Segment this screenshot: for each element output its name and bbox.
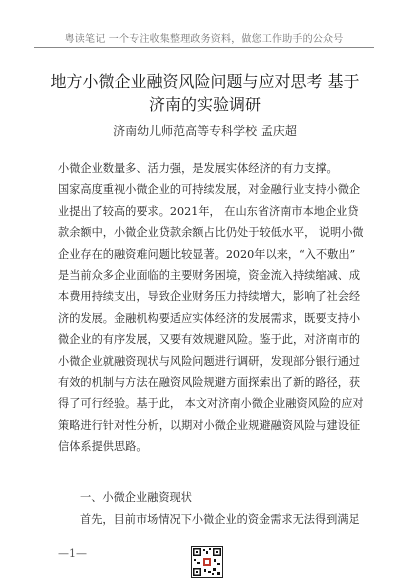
document-title (40, 70, 370, 116)
body-line: 小微企业数量多、活力强，是发展实体经济的有力支撑。 (58, 162, 338, 175)
author-affiliation: 济南幼儿师范高等专科学校 孟庆超 (113, 124, 297, 138)
body-line: 小微企业就融资现状与风险问题进行调研，发现部分银行通过 (58, 354, 361, 368)
title-line-1: 地方小微企业融资风险问题与应对思考 基于 (50, 72, 360, 91)
body-paragraph (58, 158, 370, 458)
body-line: 得了可行经验。基于此， 本文对济南小微企业融资风险的应对 (58, 397, 364, 411)
qr-code-graphic (192, 547, 222, 577)
title-line-2: 济南的实验调研 (148, 95, 261, 114)
body-line: 信体系提供思路。 (58, 440, 148, 454)
header-divider (34, 47, 374, 48)
page-header: 粤读笔记 一个专注收集整理政务资料，做您工作助手的公众号 (64, 34, 344, 45)
body-line: 策略进行针对性分析，以期对小微企业规避融资风险与建设征 (58, 418, 361, 432)
body-line: 款余额中，小微企业贷款余额占比仍处于较低水平， 说明小微 (58, 226, 364, 240)
page-number: —1— (58, 547, 87, 560)
section-heading: 一、小微企业融资现状 (80, 491, 192, 504)
body-line: 是当前众多企业面临的主要财务困境，资金流入持续缩减、成 (58, 269, 361, 283)
body-line: 国家高度重视小微企业的可持续发展，对金融行业支持小微企 (58, 183, 361, 197)
body-line: 业提出了较高的要求。2021年， 在山东省济南市本地企业贷 (58, 204, 359, 218)
body-line: 本费用持续支出，导致企业财务压力持续增大，影响了社会经 (58, 290, 361, 304)
body-line: 有效的机制与方法在融资风险规避方面探索出了新的路径，获 (58, 376, 361, 390)
qr-code-icon (191, 546, 223, 578)
body-line: 济的发展。金融机构要适应实体经济的发展需求，既要支持小 (58, 311, 361, 325)
body-line: 微企业的有序发展，又要有效规避风险。鉴于此，对济南市的 (58, 333, 361, 347)
body-paragraph-2: 首先，目前市场情况下小微企业的资金需求无法得到满足 (80, 513, 360, 526)
body-line: 企业存在的融资难问题比较显著。2020年以来，“入不敷出” (58, 247, 356, 261)
